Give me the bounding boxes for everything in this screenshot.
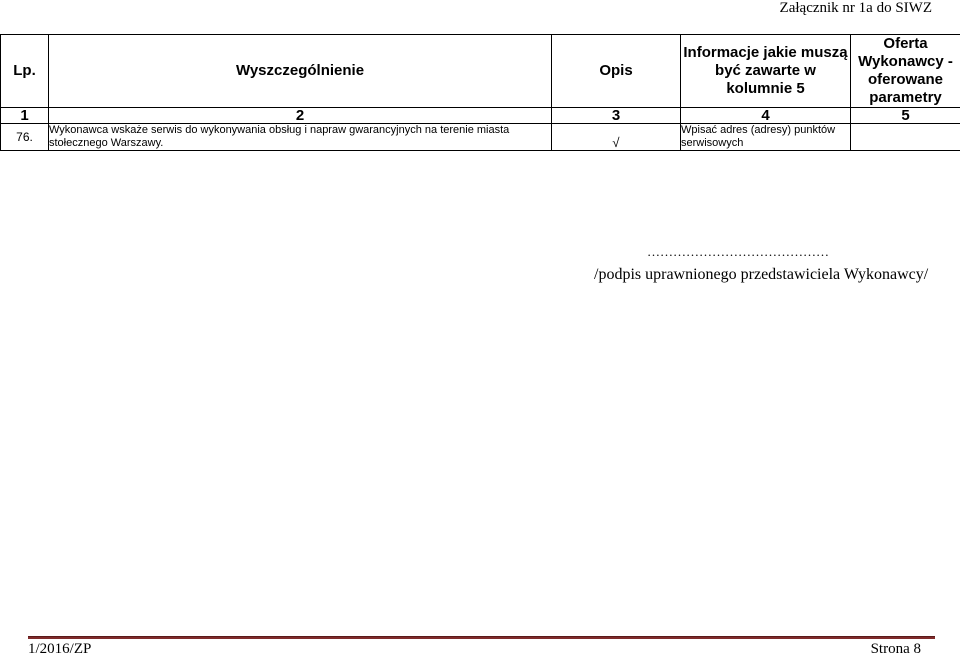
header-opis: Opis [552, 35, 681, 108]
row-lp: 76. [1, 124, 49, 151]
footer-divider [28, 636, 935, 639]
footer-reference: 1/2016/ZP [28, 641, 92, 657]
page-number: Strona 8 [870, 641, 921, 657]
row-opis-check: √ [552, 124, 681, 151]
row-info: Wpisać adres (adresy) punktów serwisowych [681, 124, 851, 151]
header-offer: Oferta Wykonawcy - oferowane parametry [851, 35, 960, 108]
signature-line: …………………………………… [647, 244, 829, 259]
column-number-4: 4 [681, 108, 851, 124]
table-header-row [1, 35, 960, 108]
table-row [1, 124, 960, 151]
row-item: Wykonawca wskaże serwis do wykonywania obsług i napraw gwarancyjnych na terenie miasta stołecznego Warszawy. [49, 124, 552, 151]
header-info: Informacje jakie muszą być zawarte w kolumnie 5 [681, 35, 851, 108]
row-offer-input[interactable] [851, 124, 960, 151]
column-number-5: 5 [851, 108, 960, 124]
header-item: Wyszczególnienie [49, 35, 552, 108]
column-number-3: 3 [552, 108, 681, 124]
column-number-2: 2 [49, 108, 552, 124]
column-number-1: 1 [1, 108, 49, 124]
column-number-row [1, 108, 960, 124]
annex-label: Załącznik nr 1a do SIWZ [779, 0, 932, 16]
header-lp: Lp. [1, 35, 49, 108]
specification-table [0, 34, 960, 151]
signature-caption: /podpis uprawnionego przedstawiciela Wykonawcy/ [594, 266, 929, 283]
